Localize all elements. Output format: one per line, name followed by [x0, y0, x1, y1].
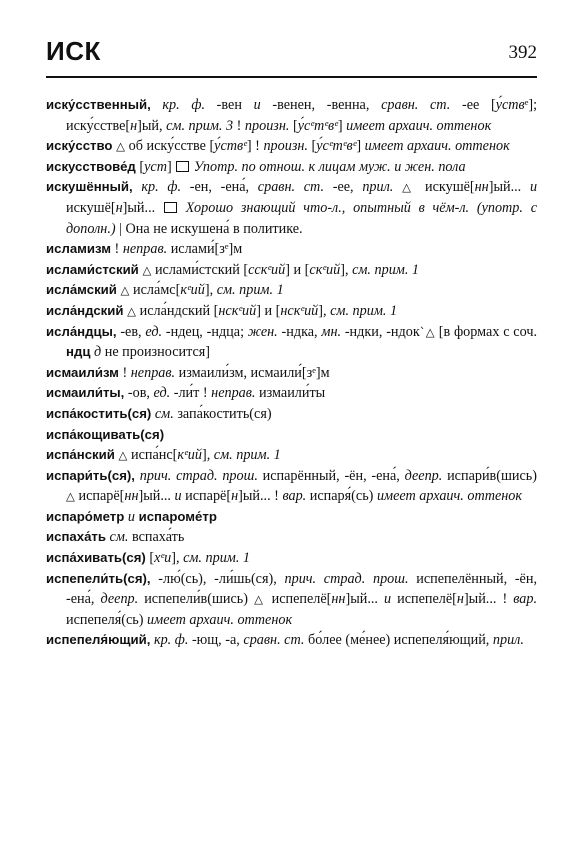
- entry-text: -ндки, -ндок: [341, 323, 420, 340]
- headword: исмаили́зм: [46, 364, 119, 380]
- dictionary-entry: [46, 548, 537, 569]
- dictionary-entry: [46, 239, 537, 260]
- entry-text: испепелё[: [271, 591, 332, 608]
- italic-note: и: [529, 179, 538, 196]
- italic-note: см. прим. 1: [216, 282, 284, 299]
- headword: испа́костить(ся): [46, 405, 152, 421]
- entry-text: -ндка,: [277, 323, 322, 340]
- entry-text: ],: [201, 447, 214, 464]
- italic-note: см. прим. 1: [352, 261, 420, 278]
- italic-note: у́ствᵉ: [214, 138, 247, 155]
- italic-note: имеет архаич. оттенок: [147, 611, 293, 628]
- italic-note: кᵉий: [180, 282, 205, 299]
- italic-note: имеет архаич. оттенок: [376, 488, 523, 505]
- entry-text: не произносится]: [101, 344, 210, 361]
- entry-text: ] и [: [285, 261, 310, 278]
- italic-note: см. прим. 1: [213, 447, 281, 464]
- triangle-mark: △: [123, 303, 140, 318]
- entry-text: измаили́зм, исмаили́[зᵉ]м: [175, 364, 330, 381]
- italic-note: н: [115, 199, 123, 216]
- italic-note: и: [124, 508, 135, 525]
- entry-text: ]ый,: [137, 117, 167, 134]
- entry-text: ]: [356, 138, 365, 155]
- italic-note: деепр.: [404, 467, 443, 484]
- entry-text: [: [289, 117, 298, 134]
- italic-note: неправ.: [130, 364, 176, 381]
- italic-note: и: [174, 488, 182, 505]
- entry-text: запа́костить(ся): [173, 405, 272, 422]
- usage-box-icon: [176, 161, 189, 172]
- entry-text: испарё[: [78, 488, 125, 505]
- italic-note: сравн. ст.: [381, 97, 451, 113]
- italic-note: д: [90, 344, 102, 361]
- dictionary-entry: [46, 466, 537, 507]
- entry-text: -ов,: [124, 385, 154, 402]
- dictionary-entry: [46, 95, 537, 136]
- entry-text: ]ый... !: [463, 591, 514, 608]
- headword: искушённый,: [46, 179, 133, 195]
- entry-text: испепелённый, -ён, -ена́,: [66, 570, 537, 608]
- italic-note: скᵉий: [309, 261, 341, 278]
- dictionary-entry: [46, 425, 537, 446]
- headword: испароме́тр: [134, 508, 217, 524]
- italic-note: нскᵉий: [218, 302, 257, 319]
- entry-text: измаили́ты: [255, 385, 326, 402]
- italic-note: неправ.: [122, 241, 168, 258]
- dictionary-entry: [46, 260, 537, 281]
- italic-note: кр. ф.: [150, 632, 189, 649]
- header-rule: [46, 76, 537, 78]
- headword: испаро́метр: [46, 508, 125, 524]
- entry-text: бо́лее (ме́нее) испепеля́ющий,: [304, 632, 493, 649]
- triangle-mark: △: [112, 139, 129, 154]
- entry-text: -ее [: [450, 97, 496, 113]
- entry-text: исла́мс[: [133, 282, 181, 299]
- entry-text: [в формах с соч.: [438, 323, 538, 340]
- italic-note: ед.: [145, 323, 163, 340]
- italic-note: у́сᵉтᵉвᵉ: [297, 117, 338, 134]
- entry-text: ]: [337, 117, 347, 134]
- headword: испаха́ть: [46, 529, 106, 545]
- italic-note: нн: [124, 488, 139, 505]
- italic-note: сскᵉий: [248, 261, 286, 278]
- italic-note: жен.: [247, 323, 278, 340]
- italic-note: см. прим. 1: [330, 302, 398, 319]
- triangle-mark: △: [114, 448, 132, 463]
- entry-text: ]ый...: [345, 591, 384, 608]
- headword: ислами́стский: [46, 261, 139, 277]
- entry-text: испарённый, -ён, -ена́,: [257, 467, 405, 484]
- entry-text: !: [118, 364, 131, 381]
- headword: исмаили́ты,: [46, 385, 125, 401]
- entry-text: испаря́(сь): [306, 488, 377, 505]
- italic-note: см.: [105, 529, 129, 546]
- entry-text: ],: [340, 261, 353, 278]
- entry-text: испепеля́(сь): [66, 611, 148, 628]
- entry-text: ],: [204, 282, 217, 299]
- italic-note: и: [253, 97, 261, 113]
- dictionary-entry: [46, 527, 537, 548]
- entry-text: исла́ндский [: [139, 302, 219, 319]
- entry-text: -ндец, -ндца;: [162, 323, 248, 340]
- italic-note: прил.: [492, 632, 524, 649]
- italic-note: см. прим. 1: [183, 550, 251, 567]
- italic-note: н: [456, 591, 464, 608]
- entry-text: об иску́сстве [: [128, 138, 215, 155]
- entry-text: вспаха́ть: [128, 529, 185, 546]
- dictionary-entry: [46, 445, 537, 466]
- italic-note: вар.: [513, 591, 538, 608]
- entry-text: ислами́стский [: [154, 261, 249, 278]
- headword: испепеля́ющий,: [46, 632, 151, 648]
- headword: испари́ть(ся),: [46, 467, 135, 483]
- entry-text: испа́нс[: [131, 447, 178, 464]
- triangle-mark: △: [116, 283, 134, 298]
- headword: ндц: [66, 344, 91, 360]
- italic-note: кᵉий: [177, 447, 202, 464]
- entry-text: ]ый...: [122, 199, 163, 216]
- italic-note: Хорошо знающий что-л., опытный в чём-л. (употр. с дополн.): [66, 199, 537, 237]
- italic-note: см.: [151, 405, 174, 422]
- dictionary-entry: [46, 280, 537, 301]
- entry-text: !: [233, 117, 245, 134]
- dictionary-entry: [46, 630, 537, 651]
- usage-box-icon: [164, 202, 177, 213]
- dictionary-entry: [46, 136, 537, 157]
- page-header: [46, 36, 537, 76]
- italic-note: прич. страд. прош.: [284, 570, 409, 587]
- italic-note: мн.: [321, 323, 342, 340]
- italic-note: уст: [144, 158, 167, 175]
- entry-text: [: [135, 158, 145, 175]
- entry-text: ]ый... !: [238, 488, 283, 505]
- italic-note: сравн. ст.: [257, 179, 325, 196]
- headword: иску́сство: [46, 138, 113, 154]
- entry-text: ]: [166, 158, 176, 175]
- italic-note: у́ств: [495, 97, 525, 113]
- italic-note: нн: [331, 591, 346, 608]
- headword: иску́сственный,: [46, 97, 151, 112]
- italic-note: н: [231, 488, 239, 505]
- italic-note: сравн. ст.: [243, 632, 305, 649]
- entry-text: ]ый...: [488, 179, 530, 196]
- entry-text: ᵉ]; иску́сстве[: [66, 97, 538, 134]
- italic-note: н: [130, 117, 138, 134]
- dictionary-entry: [46, 569, 537, 631]
- italic-note: имеет архаич. оттенок: [364, 138, 510, 155]
- entry-text: искушё[: [425, 179, 475, 196]
- italic-note: нн: [474, 179, 489, 196]
- dictionary-entry: [46, 322, 537, 363]
- italic-note: вар.: [282, 488, 307, 505]
- italic-note: прич. страд. прош.: [134, 467, 258, 484]
- entry-text: ислами́[зᵉ]м: [167, 241, 243, 258]
- entry-text: -ев,: [116, 323, 146, 340]
- italic-note: кр. ф.: [132, 179, 182, 196]
- entry-text: -вен: [205, 97, 254, 113]
- headword: испепели́ть(ся),: [46, 570, 151, 586]
- italic-note: ед.: [153, 385, 171, 402]
- italic-note: см. прим. 3: [166, 117, 234, 134]
- headword: исла́ндцы,: [46, 323, 117, 339]
- entry-text: [: [307, 138, 317, 155]
- entry-text: искушё[: [66, 199, 116, 216]
- headword: исламизм: [46, 241, 111, 257]
- entry-text: ]ый...: [138, 488, 175, 505]
- entry-text: | Она не искушена́ в политике.: [115, 220, 303, 237]
- italic-note: деепр.: [100, 591, 139, 608]
- dictionary-entries: [46, 95, 537, 651]
- headword: искусствове́д: [46, 158, 136, 174]
- entry-text: испепелё[: [391, 591, 457, 608]
- dictionary-entry: [46, 363, 537, 384]
- headword: исла́мский: [46, 282, 117, 298]
- italic-note: прил.: [362, 179, 394, 196]
- running-head: ИСК: [46, 36, 101, 66]
- dictionary-entry: [46, 507, 537, 528]
- dictionary-entry: [46, 157, 537, 178]
- headword: испа́нский: [46, 447, 115, 463]
- entry-text: испарё[: [181, 488, 232, 505]
- page-number: 392: [508, 42, 537, 63]
- italic-note: имеет архаич. оттенок: [346, 117, 492, 134]
- italic-note: хᵉи: [154, 550, 172, 567]
- dictionary-entry: [46, 383, 537, 404]
- entry-text: испепели́в(шись): [138, 591, 248, 608]
- entry-text: -лю́(сь), -ли́шь(ся),: [150, 570, 285, 587]
- triangle-mark: △: [393, 180, 426, 195]
- entry-text: -ли́т !: [170, 385, 212, 402]
- triangle-mark: △: [248, 592, 272, 607]
- entry-text: -венен, -венна,: [260, 97, 382, 113]
- dictionary-entry: [46, 301, 537, 322]
- italic-note: произн.: [244, 117, 290, 134]
- italic-note: кр. ф.: [150, 97, 205, 113]
- dictionary-entry: [46, 177, 537, 239]
- entry-text: ],: [318, 302, 331, 319]
- italic-note: нскᵉий: [280, 302, 319, 319]
- triangle-mark: △: [66, 489, 79, 504]
- headword: испа́хивать(ся): [46, 550, 146, 566]
- entry-text: ],: [171, 550, 184, 567]
- entry-text: !: [111, 241, 123, 258]
- triangle-mark: △: [138, 262, 155, 277]
- dictionary-entry: [46, 404, 537, 425]
- entry-text: -ее,: [324, 179, 363, 196]
- triangle-mark: `△: [419, 324, 439, 339]
- italic-note: у́сᵉтᵉвᵉ: [316, 138, 357, 155]
- entry-text: -ен, -ена́,: [181, 179, 258, 196]
- entry-text: -ющ, -а,: [188, 632, 244, 649]
- entry-text: [: [145, 550, 155, 567]
- italic-note: и: [384, 591, 392, 608]
- entry-text: ] и [: [256, 302, 281, 319]
- entry-text: испари́в(шись): [442, 467, 537, 484]
- italic-note: произн.: [263, 138, 308, 155]
- entry-text: ] !: [246, 138, 264, 155]
- italic-note: Употр. по отнош. к лицам муж. и жен. пола: [190, 158, 466, 175]
- headword: исла́ндский: [46, 302, 124, 318]
- headword: испа́кощивать(ся): [46, 426, 165, 442]
- italic-note: неправ.: [211, 385, 256, 402]
